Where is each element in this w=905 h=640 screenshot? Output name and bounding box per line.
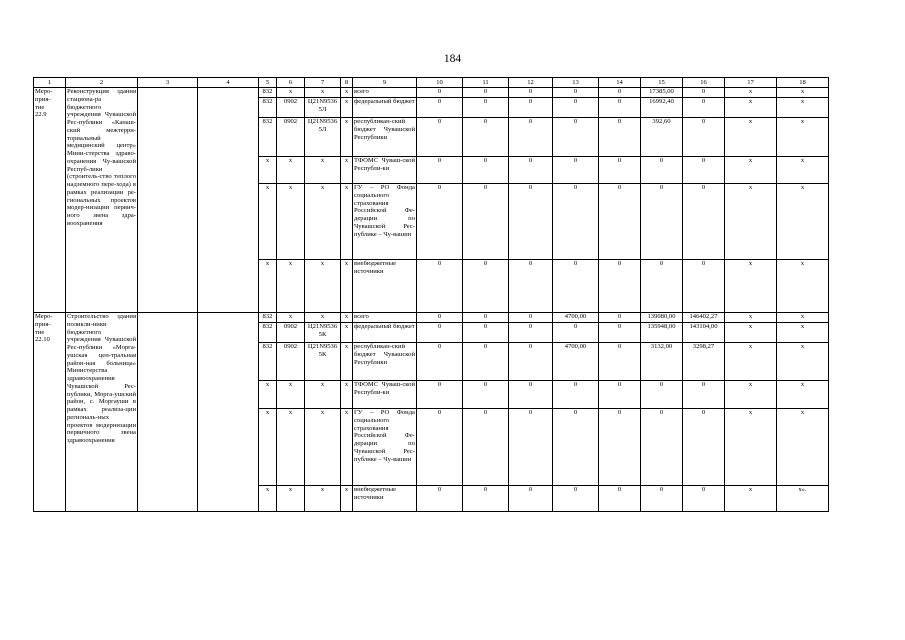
column-number: 15 xyxy=(641,78,683,88)
column-number: 16 xyxy=(683,78,725,88)
amount-cell: 0 xyxy=(417,184,463,260)
amount-cell: x». xyxy=(777,486,829,512)
amount-cell: x xyxy=(777,118,829,157)
amount-cell: 0 xyxy=(417,118,463,157)
amount-cell: 392,60 xyxy=(641,118,683,157)
budget-code-cell: x xyxy=(341,381,353,409)
budget-code-cell: x xyxy=(305,184,341,260)
budget-code-cell: x xyxy=(341,88,353,98)
column-number: 6 xyxy=(277,78,305,88)
amount-cell: x xyxy=(725,409,777,486)
amount-cell: 0 xyxy=(599,157,641,184)
amount-cell: x xyxy=(777,98,829,118)
amount-cell: x xyxy=(725,184,777,260)
event-description: Строительство здания поликли-ники бюджетного учреждения Чувашской Рес-публики «Морга-ушская цен-тральная район-ная больница» Министерства здравоохранения Чувашской Рес-публики, Морга-ушский район, с. Моргауши в рамках реализа-ции региональ-ных проектов модернизации первичного звена здравоохранения xyxy=(66,313,138,512)
amount-cell: 0 xyxy=(509,118,553,157)
amount-cell: 0 xyxy=(683,98,725,118)
amount-cell: 0 xyxy=(463,343,509,381)
budget-code-cell: x xyxy=(259,381,277,409)
amount-cell: 0 xyxy=(683,409,725,486)
amount-cell: 0 xyxy=(509,381,553,409)
column-number: 7 xyxy=(305,78,341,88)
amount-cell: 0 xyxy=(509,313,553,323)
amount-cell: 0 xyxy=(509,343,553,381)
budget-code-cell: x xyxy=(341,323,353,343)
amount-cell: 0 xyxy=(553,486,599,512)
funding-source: всего xyxy=(353,313,417,323)
budget-code-cell: 0902 xyxy=(277,343,305,381)
column-number: 8 xyxy=(341,78,353,88)
budget-code-cell: x xyxy=(341,118,353,157)
amount-cell: 0 xyxy=(641,486,683,512)
amount-cell: 0 xyxy=(509,184,553,260)
column-number: 5 xyxy=(259,78,277,88)
empty-cell xyxy=(138,88,198,313)
amount-cell: x xyxy=(725,323,777,343)
budget-code-cell: x xyxy=(341,313,353,323)
amount-cell: x xyxy=(725,118,777,157)
amount-cell: 0 xyxy=(417,409,463,486)
amount-cell: 0 xyxy=(463,118,509,157)
amount-cell: x xyxy=(777,157,829,184)
budget-code-cell: x xyxy=(341,343,353,381)
amount-cell: 0 xyxy=(553,118,599,157)
budget-code-cell: x xyxy=(305,260,341,313)
funding-source: ГУ – РО Фонда социального страхования Российской Фе-дерации по Чувашской Рес-публике – Чу-вашии xyxy=(353,184,417,260)
amount-cell: 0 xyxy=(463,409,509,486)
amount-cell: 0 xyxy=(553,184,599,260)
amount-cell: 0 xyxy=(417,157,463,184)
amount-cell: x xyxy=(777,88,829,98)
amount-cell: 0 xyxy=(683,486,725,512)
budget-code-cell: x xyxy=(277,313,305,323)
column-number: 11 xyxy=(463,78,509,88)
amount-cell: 0 xyxy=(553,381,599,409)
amount-cell: x xyxy=(777,313,829,323)
budget-code-cell: x xyxy=(305,409,341,486)
amount-cell: x xyxy=(725,381,777,409)
amount-cell: 0 xyxy=(553,409,599,486)
budget-code-cell: x xyxy=(341,98,353,118)
amount-cell: 0 xyxy=(463,184,509,260)
amount-cell: 0 xyxy=(417,381,463,409)
amount-cell: 4700,00 xyxy=(553,343,599,381)
budget-code-cell: 832 xyxy=(259,313,277,323)
event-number: Меро- прия- тие 22.10 xyxy=(34,313,66,512)
amount-cell: 0 xyxy=(417,88,463,98)
amount-cell: 0 xyxy=(683,157,725,184)
amount-cell: 0 xyxy=(553,98,599,118)
funding-source: всего xyxy=(353,88,417,98)
budget-code-cell: x xyxy=(305,486,341,512)
budget-code-cell: 0902 xyxy=(277,98,305,118)
table-row xyxy=(34,88,829,98)
amount-cell: 0 xyxy=(599,409,641,486)
column-number: 14 xyxy=(599,78,641,88)
amount-cell: 0 xyxy=(599,88,641,98)
amount-cell: x xyxy=(777,184,829,260)
budget-code-cell: Ц21N9536 5Л xyxy=(305,98,341,118)
amount-cell: 0 xyxy=(683,260,725,313)
amount-cell: 4700,00 xyxy=(553,313,599,323)
column-number: 1 xyxy=(34,78,66,88)
amount-cell: 135948,00 xyxy=(641,323,683,343)
amount-cell: 0 xyxy=(683,118,725,157)
empty-cell xyxy=(198,313,259,512)
funding-source: ТФОМС Чуваш-ской Республи-ки xyxy=(353,381,417,409)
column-number: 10 xyxy=(417,78,463,88)
empty-cell xyxy=(198,88,259,313)
amount-cell: 17385,00 xyxy=(641,88,683,98)
amount-cell: x xyxy=(777,260,829,313)
budget-code-cell: 0902 xyxy=(277,323,305,343)
amount-cell: 0 xyxy=(553,88,599,98)
budget-code-cell: x xyxy=(277,409,305,486)
funding-source: ГУ – РО Фонда социального страхования Российской Фе-дерации по Чувашской Рес-публике – Чу-вашии xyxy=(353,409,417,486)
amount-cell: x xyxy=(725,88,777,98)
amount-cell: 0 xyxy=(599,343,641,381)
budget-code-cell: x xyxy=(341,157,353,184)
budget-code-cell: Ц21N9536 5К xyxy=(305,323,341,343)
amount-cell: 0 xyxy=(509,88,553,98)
amount-cell: 0 xyxy=(599,313,641,323)
budget-code-cell: x xyxy=(305,313,341,323)
amount-cell: x xyxy=(725,157,777,184)
amount-cell: 0 xyxy=(641,381,683,409)
budget-code-cell: x xyxy=(259,409,277,486)
column-number: 17 xyxy=(725,78,777,88)
budget-code-cell: x xyxy=(259,260,277,313)
column-number: 2 xyxy=(66,78,138,88)
funding-source: республикан-ский бюджет Чувашской Республики xyxy=(353,343,417,381)
amount-cell: 0 xyxy=(463,323,509,343)
amount-cell: 0 xyxy=(599,118,641,157)
column-number: 12 xyxy=(509,78,553,88)
amount-cell: 0 xyxy=(463,98,509,118)
column-number: 4 xyxy=(198,78,259,88)
budget-code-cell: x xyxy=(341,260,353,313)
budget-code-cell: x xyxy=(259,486,277,512)
amount-cell: 3132,00 xyxy=(641,343,683,381)
budget-code-cell: x xyxy=(341,184,353,260)
amount-cell: 0 xyxy=(641,184,683,260)
table-row xyxy=(34,313,829,323)
budget-code-cell: x xyxy=(305,157,341,184)
amount-cell: 0 xyxy=(417,313,463,323)
amount-cell: 143104,00 xyxy=(683,323,725,343)
funding-source: внебюджетные источники xyxy=(353,260,417,313)
amount-cell: x xyxy=(777,343,829,381)
amount-cell: 0 xyxy=(417,343,463,381)
amount-cell: x xyxy=(725,98,777,118)
amount-cell: 16992,40 xyxy=(641,98,683,118)
budget-code-cell: Ц21N9536 5К xyxy=(305,343,341,381)
budget-code-cell: x xyxy=(259,184,277,260)
budget-code-cell: x xyxy=(277,157,305,184)
budget-code-cell: 832 xyxy=(259,88,277,98)
amount-cell: 146402,27 xyxy=(683,313,725,323)
amount-cell: x xyxy=(725,313,777,323)
amount-cell: x xyxy=(777,381,829,409)
funding-source: внебюджетные источники xyxy=(353,486,417,512)
amount-cell: 0 xyxy=(509,323,553,343)
budget-code-cell: x xyxy=(341,409,353,486)
amount-cell: 0 xyxy=(417,98,463,118)
event-description: Реконструкция здания стациона-ра бюджетного учреждения Чувашской Рес-публики «Канаш-ский межтерри-ториальный медицинский центр» Мини-стерства здраво-охранения Чу-вашской Респуб-лики (строитель-ство теплого надземного пере-хода) в рамках реализации ре-гиональных проектов модер-низации первич-ного звена здра-воохранения xyxy=(66,88,138,313)
budget-code-cell: 0902 xyxy=(277,118,305,157)
amount-cell: x xyxy=(725,343,777,381)
budget-code-cell: x xyxy=(259,157,277,184)
amount-cell: 3298,27 xyxy=(683,343,725,381)
amount-cell: 0 xyxy=(683,381,725,409)
amount-cell: 0 xyxy=(509,409,553,486)
budget-table xyxy=(33,77,829,512)
amount-cell: 0 xyxy=(599,486,641,512)
amount-cell: 0 xyxy=(553,323,599,343)
amount-cell: 0 xyxy=(599,184,641,260)
column-number: 18 xyxy=(777,78,829,88)
amount-cell: 0 xyxy=(463,260,509,313)
budget-code-cell: x xyxy=(305,88,341,98)
amount-cell: 0 xyxy=(463,486,509,512)
budget-code-cell: x xyxy=(341,486,353,512)
amount-cell: 0 xyxy=(509,486,553,512)
amount-cell: 0 xyxy=(553,260,599,313)
budget-code-cell: 832 xyxy=(259,118,277,157)
amount-cell: x xyxy=(777,323,829,343)
amount-cell: 0 xyxy=(509,157,553,184)
amount-cell: 0 xyxy=(599,381,641,409)
funding-source: федеральный бюджет xyxy=(353,323,417,343)
amount-cell: 0 xyxy=(641,157,683,184)
amount-cell: 0 xyxy=(683,184,725,260)
amount-cell: 0 xyxy=(417,486,463,512)
amount-cell: 0 xyxy=(417,260,463,313)
funding-source: республикан-ский бюджет Чувашской Республики xyxy=(353,118,417,157)
amount-cell: 0 xyxy=(599,98,641,118)
event-number: Меро- прия- тие 22.9 xyxy=(34,88,66,313)
budget-code-cell: x xyxy=(277,184,305,260)
page-number: 184 xyxy=(443,53,462,65)
amount-cell: 0 xyxy=(509,98,553,118)
budget-code-cell: 832 xyxy=(259,323,277,343)
budget-code-cell: Ц21N9536 5Л xyxy=(305,118,341,157)
amount-cell: 0 xyxy=(641,260,683,313)
amount-cell: 0 xyxy=(599,323,641,343)
budget-code-cell: 832 xyxy=(259,98,277,118)
amount-cell: 0 xyxy=(463,88,509,98)
amount-cell: x xyxy=(725,260,777,313)
amount-cell: 0 xyxy=(463,381,509,409)
amount-cell: 0 xyxy=(683,88,725,98)
budget-code-cell: 832 xyxy=(259,343,277,381)
empty-cell xyxy=(138,313,198,512)
amount-cell: 0 xyxy=(417,323,463,343)
amount-cell: x xyxy=(725,486,777,512)
budget-code-cell: x xyxy=(277,88,305,98)
amount-cell: 0 xyxy=(599,260,641,313)
budget-code-cell: x xyxy=(277,381,305,409)
funding-source: ТФОМС Чуваш-ской Республи-ки xyxy=(353,157,417,184)
amount-cell: 0 xyxy=(553,157,599,184)
amount-cell: x xyxy=(777,409,829,486)
budget-code-cell: x xyxy=(277,486,305,512)
amount-cell: 0 xyxy=(463,157,509,184)
budget-code-cell: x xyxy=(277,260,305,313)
budget-code-cell: x xyxy=(305,381,341,409)
header-row xyxy=(34,78,829,88)
amount-cell: 0 xyxy=(641,409,683,486)
amount-cell: 139080,00 xyxy=(641,313,683,323)
column-number: 9 xyxy=(353,78,417,88)
column-number: 3 xyxy=(138,78,198,88)
amount-cell: 0 xyxy=(509,260,553,313)
funding-source: федеральный бюджет xyxy=(353,98,417,118)
column-number: 13 xyxy=(553,78,599,88)
amount-cell: 0 xyxy=(463,313,509,323)
